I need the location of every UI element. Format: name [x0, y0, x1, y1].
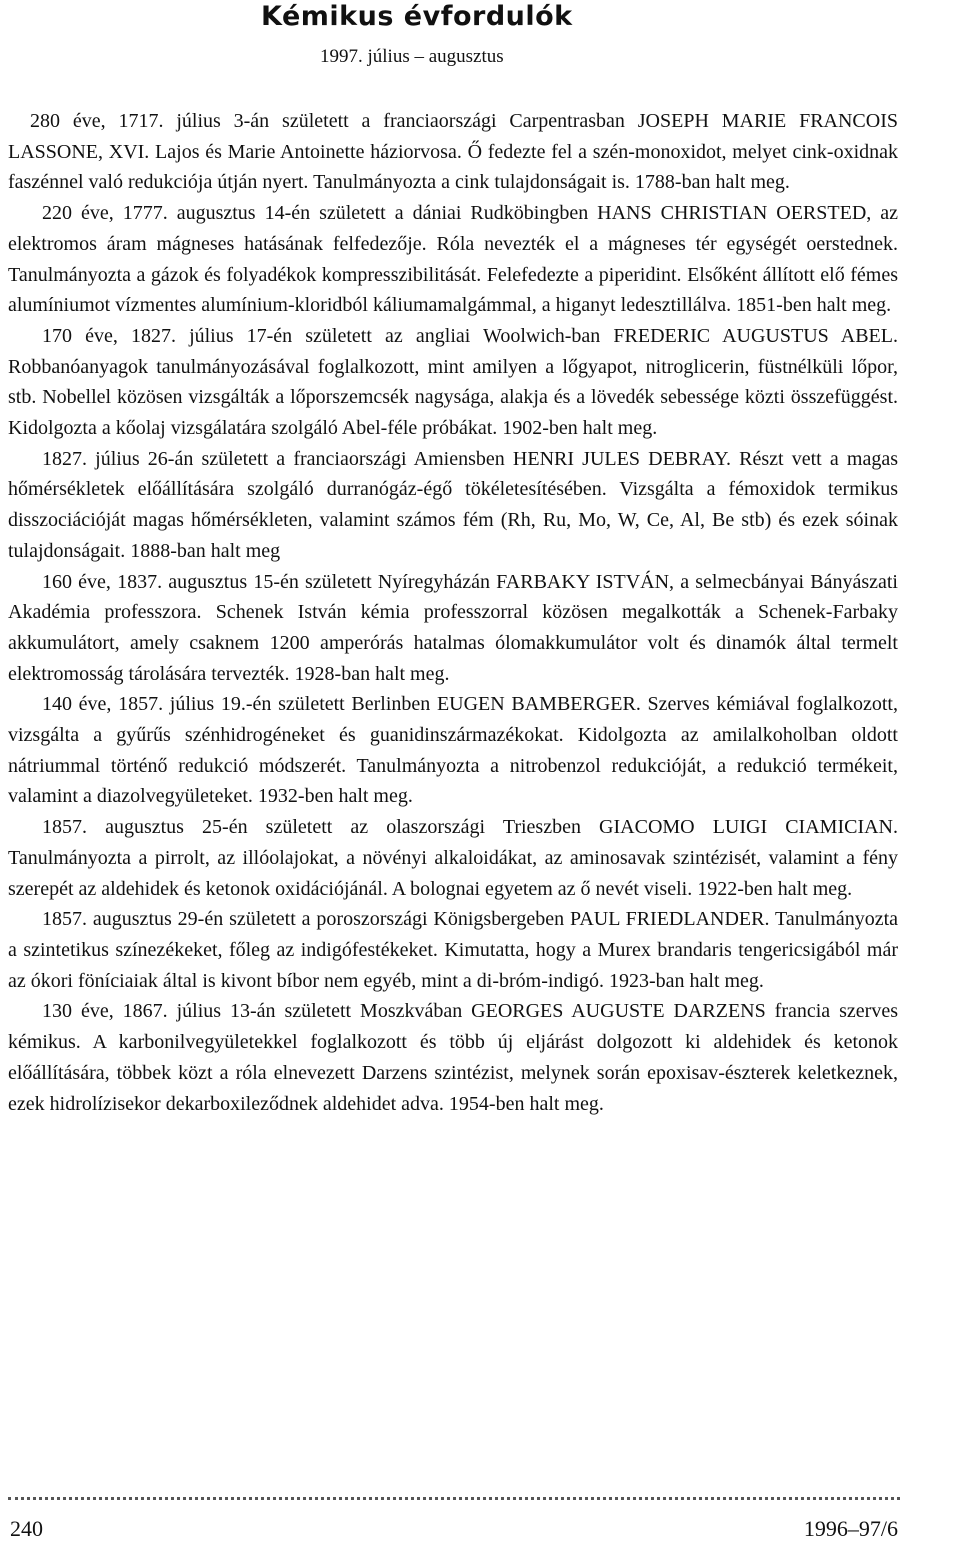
entry-bamberger: 140 éve, 1857. július 19.-én született Berlinben EUGEN BAMBERGER. Szerves kémiával foglalkozott, vizsgálta a gyűrűs szénhidrogéneket és guanidinszármazékokat. Kidolgozta az amilalkoholban oldott nátriummal történő redukció módszerét. Tanulmányozta a nitrobenzol redukcióját, a redukció termékeit, valamint a diazolvegyületeket. 1932-ben halt meg. — [8, 693, 898, 808]
issue-number: 1996–97/6 — [803, 1516, 898, 1541]
entry-abel: 170 éve, 1827. július 17-én született az angliai Woolwich-ban FREDERIC AUGUSTUS ABEL. Robbanóanyagok tanulmányozásával foglalkozott, mint amilyen a lőgyapot, nitroglicerin, füstnélküli lőpor, stb. Nobellel közösen vizsgálták a lőporszemcsék nagysága, alakja és a lövedék sebessége közti összefüggést. Kidolgozta a kőolaj vizsgálatára szolgáló Abel-féle próbákat. 1902-ben halt meg. — [8, 324, 898, 440]
entry-lassone: 280 éve, 1717. július 3-án született a franciaországi Carpentrasban JOSEPH MARIE FRANCOIS LASSONE, XVI. Lajos és Marie Antoinette háziorvosa. Ő fedezte fel a szén-monoxidot, melyet cink-oxidnak faszénnel való redukciója útján nyert. Tanulmányozta a cink tulajdonságait is. 1788-ban halt meg. — [8, 110, 898, 194]
entry-ciamician: 1857. augusztus 25-én született az olaszországi Trieszben GIACOMO LUIGI CIAMICIAN. Tanulmányozta a pirrolt, az illóolajokat, a növényi alkaloidákat, az aminosavak szintézisét, valamint a fény szerepét az aldehidek és ketonok oxidációjánál. A bolognai egyetem az ő nevét viseli. 1922-ben halt meg. — [8, 816, 898, 900]
entry-farbaky: 160 éve, 1837. augusztus 15-én született Nyíregyházán FARBAKY ISTVÁN, a selmecbányai Bányászati Akadémia professzora. Schenek István kémia professzorral közösen megalkották a Schenek-Farbaky akkumulátort, amely csaknem 1200 amperórás hatalmas ólomakkumulátor volt és dinamók által termelt elektromosság tárolására tervezték. 1928-ban halt meg. — [8, 570, 898, 685]
entry-friedlander: 1857. augusztus 29-én született a poroszországi Königsbergeben PAUL FRIEDLANDER. Tanulmányozta a szintetikus színezékeket, főleg az indigófestékeket. Kimutatta, hogy a Murex brandaris tengericsigából már az ókori föníciaiak által is kivont bíbor nem egyéb, mint a di-bróm-indigó. 1923-ban halt meg. — [8, 908, 898, 992]
page-subtitle: 1997. július – augusztus — [320, 46, 504, 67]
article-body — [8, 106, 898, 1119]
footer-divider — [8, 1497, 900, 1500]
entry-oersted: 220 éve, 1777. augusztus 14-én született a dániai Rudköbingben HANS CHRISTIAN OERSTED, az elektromos áram mágneses hatásának felfedezője. Róla nevezték el a mágneses tér egységét oerstednek. Tanulmányozta a gázok és folyadékok kompresszibilitását. Felefedezte a piperidint. Elsőként állított elő fémes alumíniumot vízmentes alumínium-kloridból káliumamalgámmal, a higanyt ledesztillálva. 1851-ben halt meg. — [8, 202, 898, 317]
page-title: Kémikus évfordulók — [261, 1, 573, 32]
entry-darzens: 130 éve, 1867. július 13-án született Moszkvában GEORGES AUGUSTE DARZENS francia szerves kémikus. A karbonilvegyületekkel foglalkozott és több új eljárást dolgozott ki aldehidek és ketonok előállítására, többek közt a róla elnevezett Darzens szintézist, melynek során epoxisav-észterek keletkeznek, ezek hidrolízisekor dekarboxileződnek aldehidet adva. 1954-ben halt meg. — [8, 1000, 898, 1115]
entry-debray: 1827. július 26-án született a franciaországi Amiensben HENRI JULES DEBRAY. Részt vett a magas hőmérsékletek előállítására szolgáló durranógáz-égő tökéletesítésében. Vizsgálta a fémoxidok termikus disszociációját magas hőmérsékleten, valamint számos fém (Rh, Ru, Mo, W, Ce, Al, Be stb) és ezek sóinak tulajdonságait. 1888-ban halt meg — [8, 447, 898, 562]
document-page — [8, 0, 898, 1545]
page-number: 240 — [10, 1516, 43, 1541]
